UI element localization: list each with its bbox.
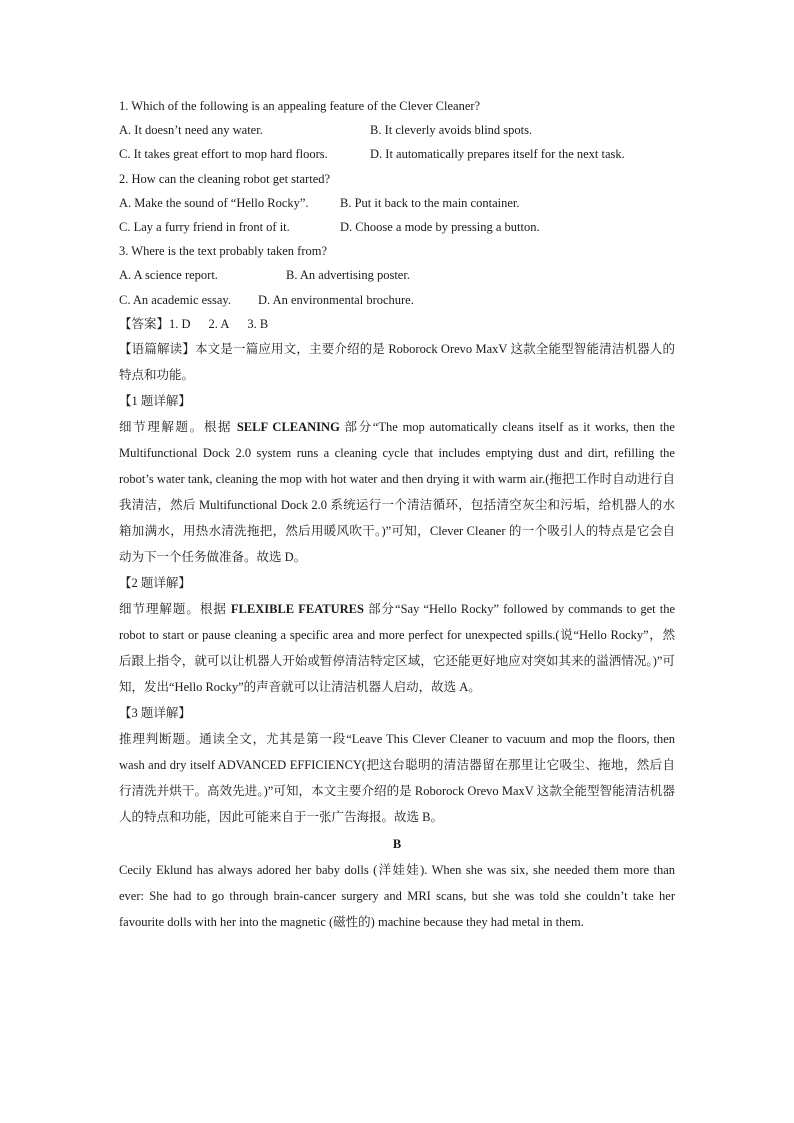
question-2-option-d: D. Choose a mode by pressing a button. bbox=[340, 220, 540, 235]
question-3-option-a: A. A science report. bbox=[119, 268, 218, 283]
reading-text: 本文是一篇应用文，主要介绍的是 Roborock Orevo MaxV 这款全能型智能清洁机器人的特点和功能。 bbox=[119, 342, 675, 383]
question-3-option-b: B. An advertising poster. bbox=[286, 268, 410, 283]
answer-1: 1. D bbox=[169, 316, 191, 331]
detail-2-pre: 细节理解题。根据 bbox=[119, 602, 231, 617]
detail-2-text bbox=[119, 596, 675, 700]
question-3-option-d: D. An environmental brochure. bbox=[258, 292, 414, 307]
question-2-options-row-2 bbox=[119, 215, 675, 239]
question-3-options-row-2 bbox=[119, 288, 675, 312]
answer-line bbox=[119, 312, 675, 336]
question-2-option-a: A. Make the sound of “Hello Rocky”. bbox=[119, 195, 309, 210]
passage-b-text: Cecily Eklund has always adored her baby dolls (洋娃娃). When she was six, she needed them more than ever: She had to go through brain-cancer surgery and MRI scans, but she was told she couldn’t take her favourite dolls with her into the magnetic (磁性的) machine because they had metal in them. bbox=[119, 863, 675, 930]
question-1-stem: 1. Which of the following is an appealing feature of the Clever Cleaner? bbox=[119, 99, 481, 113]
detail-2-keyword: FLEXIBLE FEATURES bbox=[230, 602, 364, 617]
answer-2: 2. A bbox=[208, 316, 230, 331]
detail-3-text: 推理判断题。通读全文，尤其是第一段“Leave This Clever Cleaner to vacuum and mop the floors, then wash and dry itself ADVANCED EFFICIENCY(把这台聪明的清洁器留在那里让它吸尘、拖地，然后自行清洗并烘干。高效先进。)”可知，本文主要介绍的是 Roborock Orevo MaxV 这款全能型智能清洁机器人的特点和功能，因此可能来自于一张广告海报。故选 B。 bbox=[119, 732, 675, 825]
detail-3-heading: 【3 题详解】 bbox=[119, 706, 191, 721]
question-1-options-row-2 bbox=[119, 142, 675, 166]
section-letter: B bbox=[392, 837, 402, 852]
reading-label: 【语篇解读】 bbox=[119, 342, 196, 357]
detail-1-heading: 【1 题详解】 bbox=[119, 394, 191, 409]
detail-1-post: 部分“The mop automatically cleans itself as it works, then the Multifunctional Dock 2.0 system runs a cleaning cycle that includes emptying dust and dirt, refilling the robot’s water tank, cleaning the mop with hot water and then drying it with warm air.(拖把工作时自动进行自我清洁，然后 Multifunctional Dock 2.0 系统运行一个清洁循环，包括清空灰尘和污垢，给机器人的水箱加满水，用热水清洗拖把，然后用暖风吹干。)”可知，Clever Cleaner 的一个吸引人的特点是它会自动为下一个任务做准备。故选 D。 bbox=[119, 420, 675, 565]
question-3-option-c: C. An academic essay. bbox=[119, 292, 231, 307]
detail-2-post: 部分“Say “Hello Rocky” followed by commands to get the robot to start or pause cleaning a specific area and more perfect for unexpected spills.(说“Hello Rocky”，然后跟上指令，就可以让机器人开始或暂停清洁特定区域，它还能更好地应对突如其来的溢洒情况。)”可知，发出“Hello Rocky”的声音就可以让清洁机器人启动，故选 A。 bbox=[119, 602, 675, 695]
question-1-option-d: D. It automatically prepares itself for the next task. bbox=[370, 147, 625, 162]
question-1-option-b: B. It cleverly avoids blind spots. bbox=[370, 123, 533, 138]
detail-1-text bbox=[119, 414, 675, 570]
question-3-options-row-1 bbox=[119, 263, 675, 287]
document-content bbox=[119, 94, 675, 935]
answer-label: 【答案】 bbox=[119, 316, 170, 331]
question-2-option-c: C. Lay a furry friend in front of it. bbox=[119, 220, 290, 235]
question-2-options-row-1 bbox=[119, 191, 675, 215]
detail-1-pre: 细节理解题。根据 bbox=[119, 420, 237, 435]
question-1-option-c: C. It takes great effort to mop hard floors. bbox=[119, 147, 328, 162]
question-2-stem: 2. How can the cleaning robot get started? bbox=[119, 171, 331, 186]
detail-2-heading: 【2 题详解】 bbox=[119, 576, 191, 591]
question-1-option-a: A. It doesn’t need any water. bbox=[119, 123, 263, 138]
reading-interpretation bbox=[119, 336, 675, 388]
question-1-options-row-1 bbox=[119, 118, 675, 142]
answer-3: 3. B bbox=[247, 316, 269, 331]
detail-1-keyword: SELF CLEANING bbox=[236, 420, 340, 435]
question-2-option-b: B. Put it back to the main container. bbox=[340, 195, 520, 210]
question-3-stem: 3. Where is the text probably taken from? bbox=[119, 244, 328, 259]
